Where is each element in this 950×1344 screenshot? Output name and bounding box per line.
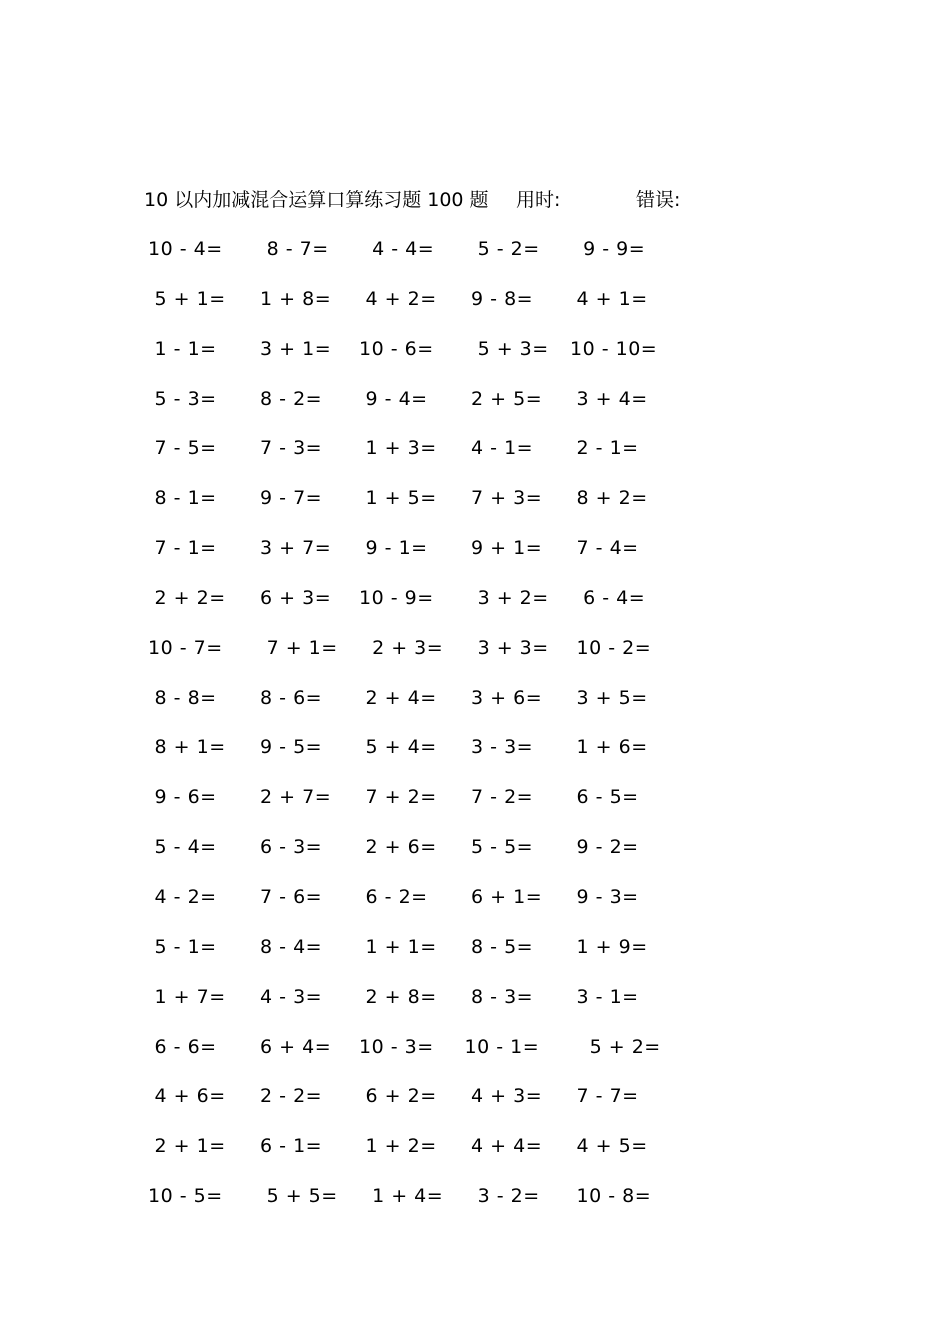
arithmetic-problem: 8 + 2= — [570, 487, 648, 510]
arithmetic-problem: 10 - 10= — [570, 337, 658, 360]
arithmetic-problem: 3 + 2= — [464, 586, 549, 609]
arithmetic-problem: 5 - 4= — [148, 836, 217, 859]
time-used-label: 用时: — [516, 189, 561, 211]
arithmetic-problem: 5 + 1= — [148, 287, 226, 310]
arithmetic-problem: 3 + 4= — [570, 387, 648, 410]
arithmetic-problem: 1 + 1= — [359, 935, 437, 958]
arithmetic-problem: 2 + 6= — [359, 836, 437, 859]
arithmetic-problem: 2 - 1= — [570, 437, 639, 460]
arithmetic-problem: 2 + 5= — [464, 387, 543, 410]
arithmetic-problem: 4 + 6= — [148, 1085, 226, 1108]
arithmetic-problem: 1 + 8= — [253, 287, 332, 310]
arithmetic-problem: 8 - 5= — [464, 935, 534, 958]
arithmetic-problem: 9 - 3= — [570, 885, 639, 908]
arithmetic-problem: 6 - 2= — [359, 885, 428, 908]
error-count-label: 错误: — [636, 189, 681, 211]
arithmetic-problem: 5 + 3= — [464, 337, 549, 360]
arithmetic-problem: 9 - 4= — [359, 387, 428, 410]
arithmetic-problem: 7 - 5= — [148, 437, 217, 460]
arithmetic-problem: 10 - 6= — [359, 337, 434, 360]
problem-row — [148, 1131, 678, 1181]
problem-row — [148, 782, 678, 832]
problem-row — [148, 683, 678, 733]
arithmetic-problem: 7 - 7= — [570, 1085, 639, 1108]
arithmetic-problem: 2 - 2= — [253, 1085, 323, 1108]
problem-row — [148, 384, 678, 434]
arithmetic-problem: 9 - 1= — [359, 537, 428, 560]
arithmetic-problem: 8 - 2= — [253, 387, 323, 410]
arithmetic-problem: 8 - 1= — [148, 487, 217, 510]
arithmetic-problem: 4 - 4= — [359, 238, 435, 260]
problem-row — [148, 882, 678, 932]
arithmetic-problem: 6 - 5= — [570, 786, 639, 809]
arithmetic-problem: 1 + 9= — [570, 935, 648, 958]
arithmetic-problem: 5 + 4= — [359, 736, 437, 759]
arithmetic-problem: 10 - 9= — [359, 586, 434, 609]
problem-row — [148, 932, 678, 982]
arithmetic-problem: 6 - 6= — [148, 1035, 217, 1058]
arithmetic-problem: 5 - 3= — [148, 387, 217, 410]
arithmetic-problem: 8 - 4= — [253, 935, 323, 958]
arithmetic-problem: 5 + 5= — [253, 1185, 338, 1208]
arithmetic-problem: 9 - 2= — [570, 836, 639, 859]
arithmetic-problem: 4 + 4= — [464, 1135, 543, 1158]
problem-row — [148, 533, 678, 583]
arithmetic-problem: 7 - 2= — [464, 786, 534, 809]
arithmetic-problem: 9 - 9= — [570, 238, 646, 260]
problem-row — [148, 234, 678, 284]
arithmetic-problem: 3 - 3= — [464, 736, 534, 759]
arithmetic-problem: 3 + 6= — [464, 686, 543, 709]
problem-row — [148, 483, 678, 533]
arithmetic-problem: 9 + 1= — [464, 537, 543, 560]
problem-grid — [148, 234, 678, 1231]
arithmetic-problem: 2 + 8= — [359, 985, 437, 1008]
arithmetic-problem: 3 + 7= — [253, 537, 332, 560]
arithmetic-problem: 10 - 5= — [148, 1185, 223, 1208]
arithmetic-problem: 4 + 2= — [359, 287, 437, 310]
arithmetic-problem: 1 + 7= — [148, 985, 226, 1008]
arithmetic-problem: 4 - 1= — [464, 437, 534, 460]
arithmetic-problem: 2 + 2= — [148, 586, 226, 609]
arithmetic-problem: 1 + 3= — [359, 437, 437, 460]
arithmetic-problem: 4 + 3= — [464, 1085, 543, 1108]
arithmetic-problem: 3 + 5= — [570, 686, 648, 709]
worksheet-title: 10 以内加减混合运算口算练习题 100 题 — [144, 189, 489, 211]
arithmetic-problem: 7 - 6= — [253, 885, 323, 908]
arithmetic-problem: 1 + 6= — [570, 736, 648, 759]
arithmetic-problem: 9 - 6= — [148, 786, 217, 809]
arithmetic-problem: 5 - 5= — [464, 836, 534, 859]
arithmetic-problem: 9 - 8= — [464, 287, 534, 310]
arithmetic-problem: 7 - 3= — [253, 437, 323, 460]
arithmetic-problem: 1 + 4= — [359, 1185, 444, 1208]
arithmetic-problem: 8 - 8= — [148, 686, 217, 709]
arithmetic-problem: 1 + 2= — [359, 1135, 437, 1158]
arithmetic-problem: 2 + 7= — [253, 786, 332, 809]
arithmetic-problem: 3 - 2= — [464, 1185, 540, 1208]
arithmetic-problem: 6 + 1= — [464, 885, 543, 908]
arithmetic-problem: 8 - 7= — [253, 238, 329, 260]
arithmetic-problem: 6 + 4= — [253, 1035, 332, 1058]
arithmetic-problem: 8 - 3= — [464, 985, 534, 1008]
arithmetic-problem: 10 - 1= — [464, 1035, 540, 1058]
arithmetic-problem: 7 - 1= — [148, 537, 217, 560]
arithmetic-problem: 7 - 4= — [570, 537, 639, 560]
arithmetic-problem: 7 + 1= — [253, 636, 338, 659]
arithmetic-problem: 8 + 1= — [148, 736, 226, 759]
problem-row — [148, 982, 678, 1032]
arithmetic-problem: 8 - 6= — [253, 686, 323, 709]
arithmetic-problem: 3 + 1= — [253, 337, 332, 360]
problem-row — [148, 633, 678, 683]
arithmetic-problem: 4 + 1= — [570, 287, 648, 310]
arithmetic-problem: 6 + 2= — [359, 1085, 437, 1108]
arithmetic-problem: 4 + 5= — [570, 1135, 648, 1158]
problem-row — [148, 732, 678, 782]
arithmetic-problem: 5 - 1= — [148, 935, 217, 958]
arithmetic-problem: 10 - 8= — [570, 1185, 652, 1208]
arithmetic-problem: 1 - 1= — [148, 337, 217, 360]
problem-row — [148, 284, 678, 334]
arithmetic-problem: 6 - 4= — [570, 586, 646, 609]
arithmetic-problem: 10 - 4= — [148, 238, 223, 260]
arithmetic-problem: 7 + 2= — [359, 786, 437, 809]
problem-row — [148, 334, 678, 384]
arithmetic-problem: 10 - 7= — [148, 636, 223, 659]
arithmetic-problem: 2 + 3= — [359, 636, 444, 659]
problem-row — [148, 433, 678, 483]
arithmetic-problem: 10 - 2= — [570, 636, 652, 659]
arithmetic-problem: 10 - 3= — [359, 1035, 434, 1058]
problem-row — [148, 1081, 678, 1131]
arithmetic-problem: 4 - 3= — [253, 985, 323, 1008]
arithmetic-problem: 3 - 1= — [570, 985, 639, 1008]
arithmetic-problem: 4 - 2= — [148, 885, 217, 908]
arithmetic-problem: 5 - 2= — [464, 238, 540, 260]
arithmetic-problem: 5 + 2= — [570, 1035, 661, 1058]
arithmetic-problem: 7 + 3= — [464, 487, 543, 510]
problem-row — [148, 1181, 678, 1231]
worksheet-header — [144, 186, 784, 214]
arithmetic-problem: 2 + 1= — [148, 1135, 226, 1158]
arithmetic-problem: 3 + 3= — [464, 636, 549, 659]
arithmetic-problem: 1 + 5= — [359, 487, 437, 510]
arithmetic-problem: 6 - 3= — [253, 836, 323, 859]
arithmetic-problem: 9 - 5= — [253, 736, 323, 759]
problem-row — [148, 832, 678, 882]
arithmetic-problem: 2 + 4= — [359, 686, 437, 709]
arithmetic-problem: 9 - 7= — [253, 487, 323, 510]
arithmetic-problem: 6 + 3= — [253, 586, 332, 609]
problem-row — [148, 583, 678, 633]
arithmetic-problem: 6 - 1= — [253, 1135, 323, 1158]
problem-row — [148, 1032, 678, 1082]
